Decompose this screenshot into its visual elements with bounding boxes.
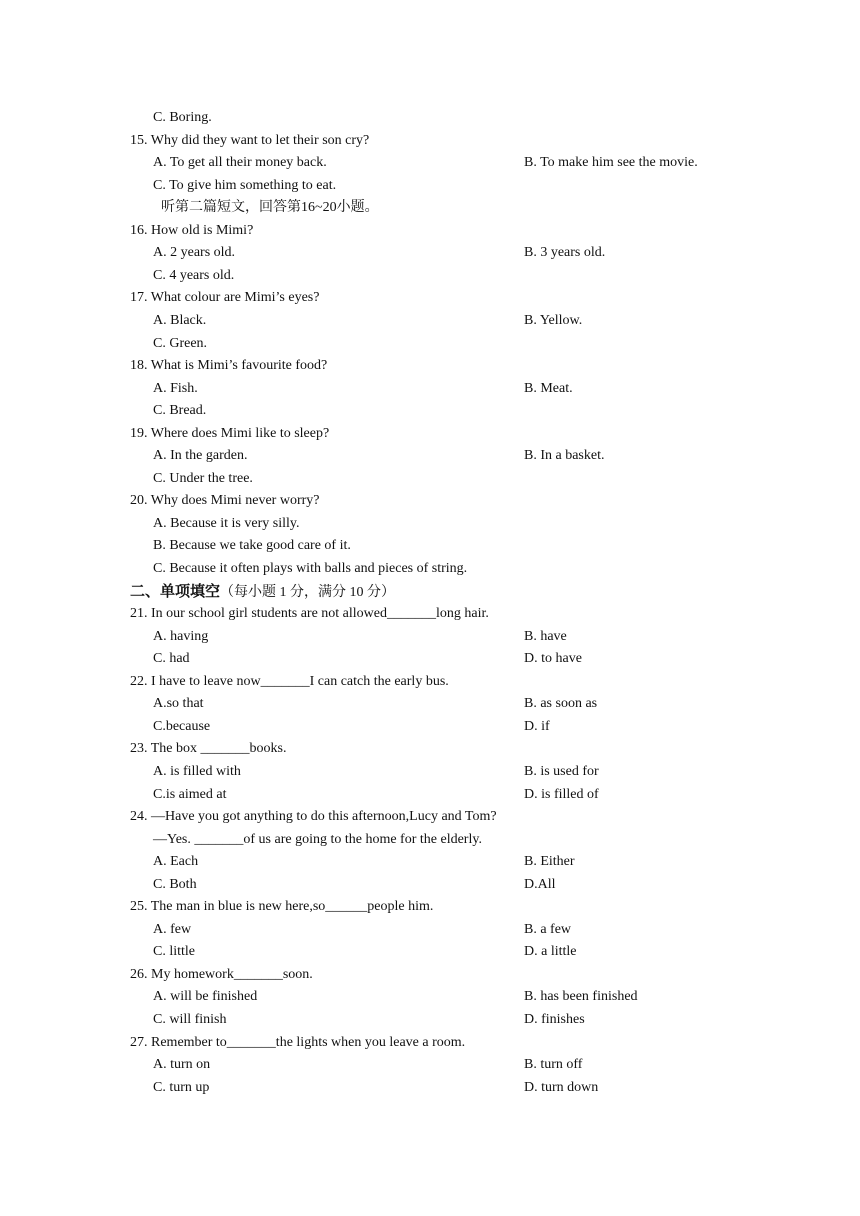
option-left: A. having — [153, 628, 209, 644]
option-left: C. 4 years old. — [153, 267, 235, 283]
option-left: C. Boring. — [153, 110, 212, 125]
options-line — [0, 378, 860, 400]
options-line — [0, 784, 860, 806]
options-line — [0, 648, 860, 670]
options-line — [0, 242, 860, 264]
option-right: B. Meat. — [524, 380, 573, 396]
option-right: D. if — [524, 718, 550, 734]
options-line — [0, 626, 860, 648]
options-line — [0, 107, 860, 129]
option-left: A. 2 years old. — [153, 245, 236, 261]
question-stem: 16. How old is Mimi? — [130, 222, 254, 238]
question-line — [0, 355, 860, 377]
question-line — [0, 738, 860, 760]
question-stem: 25. The man in blue is new here,so______people him. — [130, 899, 434, 915]
option-left: C. Because it often plays with balls and pieces of string. — [153, 561, 468, 576]
options-line — [0, 1054, 860, 1076]
option-right: B. has been finished — [524, 989, 638, 1005]
option-right: D.All — [524, 876, 556, 892]
options-line — [0, 558, 860, 580]
option-left: A. is filled with — [153, 763, 241, 779]
question-line — [0, 671, 860, 693]
instruction-line — [0, 197, 860, 219]
options-line — [0, 761, 860, 783]
instruction-text: 听第二篇短文，回答第16~20小题。 — [161, 200, 379, 216]
option-left: A. few — [153, 921, 192, 937]
question-stem: 26. My homework_______soon. — [130, 966, 313, 982]
options-line — [0, 693, 860, 715]
option-left: C. To give him something to eat. — [153, 177, 337, 193]
option-right: D. finishes — [524, 1012, 585, 1027]
question-line — [0, 490, 860, 512]
option-left: C. turn up — [153, 1079, 210, 1095]
option-left: A. In the garden. — [153, 448, 248, 464]
option-left: C. Under the tree. — [153, 470, 253, 486]
question-stem: 22. I have to leave now_______I can catch the early bus. — [130, 673, 449, 689]
question-stem: 19. Where does Mimi like to sleep? — [130, 425, 330, 441]
options-line — [0, 152, 860, 174]
section-heading — [0, 581, 860, 603]
question-stem: 24. —Have you got anything to do this afternoon,Lucy and Tom? — [130, 809, 497, 825]
options-line — [0, 445, 860, 467]
question-line — [0, 806, 860, 828]
options-line — [0, 1009, 860, 1031]
option-right: B. Yellow. — [524, 312, 583, 328]
option-right: B. turn off — [524, 1057, 583, 1073]
question-line — [0, 220, 860, 242]
section-heading-text — [130, 581, 395, 604]
option-left: A. Fish. — [153, 380, 198, 396]
question-stem: 21. In our school girl students are not allowed_______long hair. — [130, 606, 489, 622]
option-left: —Yes. _______of us are going to the home for the elderly. — [153, 831, 482, 847]
option-left: A.so that — [153, 696, 204, 712]
option-right: B. have — [524, 628, 567, 644]
option-left: C.is aimed at — [153, 786, 227, 802]
option-right: B. as soon as — [524, 696, 598, 712]
question-line — [0, 423, 860, 445]
option-right: B. To make him see the movie. — [524, 155, 698, 171]
option-left: C. will finish — [153, 1012, 227, 1027]
question-stem: 27. Remember to_______the lights when you leave a room. — [130, 1034, 466, 1050]
option-left: B. Because we take good care of it. — [153, 538, 351, 554]
option-right: B. 3 years old. — [524, 245, 606, 261]
option-left: A. Because it is very silly. — [153, 515, 300, 531]
options-line — [0, 265, 860, 287]
options-line — [0, 874, 860, 896]
section-scoring-note: （每小题 1 分，满分 10 分） — [220, 584, 396, 600]
option-right: D. turn down — [524, 1079, 599, 1095]
question-line — [0, 130, 860, 152]
options-line — [0, 1077, 860, 1099]
options-line — [0, 851, 860, 873]
question-line — [0, 287, 860, 309]
question-stem: 23. The box _______books. — [130, 741, 287, 757]
question-line — [0, 896, 860, 918]
option-left: A. Black. — [153, 312, 207, 328]
option-left: A. Each — [153, 854, 199, 870]
option-right: B. a few — [524, 921, 572, 937]
options-line — [0, 468, 860, 490]
option-left: C. Green. — [153, 335, 208, 351]
options-line — [0, 941, 860, 963]
options-line — [0, 919, 860, 941]
options-line — [0, 513, 860, 535]
section-title: 二、单项填空 — [130, 583, 221, 600]
option-left: A. will be finished — [153, 989, 258, 1005]
question-stem: 15. Why did they want to let their son cry? — [130, 132, 370, 148]
options-line — [0, 986, 860, 1008]
option-left: A. To get all their money back. — [153, 155, 327, 171]
question-line — [0, 1032, 860, 1054]
option-right: D. to have — [524, 651, 582, 667]
question-stem: 18. What is Mimi’s favourite food? — [130, 358, 328, 374]
options-line — [0, 310, 860, 332]
options-line — [0, 829, 860, 851]
question-stem: 20. Why does Mimi never worry? — [130, 493, 320, 509]
option-left: C.because — [153, 718, 211, 734]
option-left: C. little — [153, 944, 195, 960]
options-line — [0, 333, 860, 355]
question-line — [0, 603, 860, 625]
option-left: C. had — [153, 651, 190, 667]
options-line — [0, 535, 860, 557]
option-right: B. is used for — [524, 763, 599, 779]
options-line — [0, 175, 860, 197]
question-stem: 17. What colour are Mimi’s eyes? — [130, 290, 320, 306]
option-left: C. Bread. — [153, 403, 207, 419]
option-left: C. Both — [153, 876, 197, 892]
options-line — [0, 716, 860, 738]
option-right: D. a little — [524, 944, 577, 960]
question-line — [0, 964, 860, 986]
option-right: B. In a basket. — [524, 448, 605, 464]
option-left: A. turn on — [153, 1057, 211, 1073]
options-line — [0, 400, 860, 422]
option-right: B. Either — [524, 854, 575, 870]
option-right: D. is filled of — [524, 786, 599, 802]
